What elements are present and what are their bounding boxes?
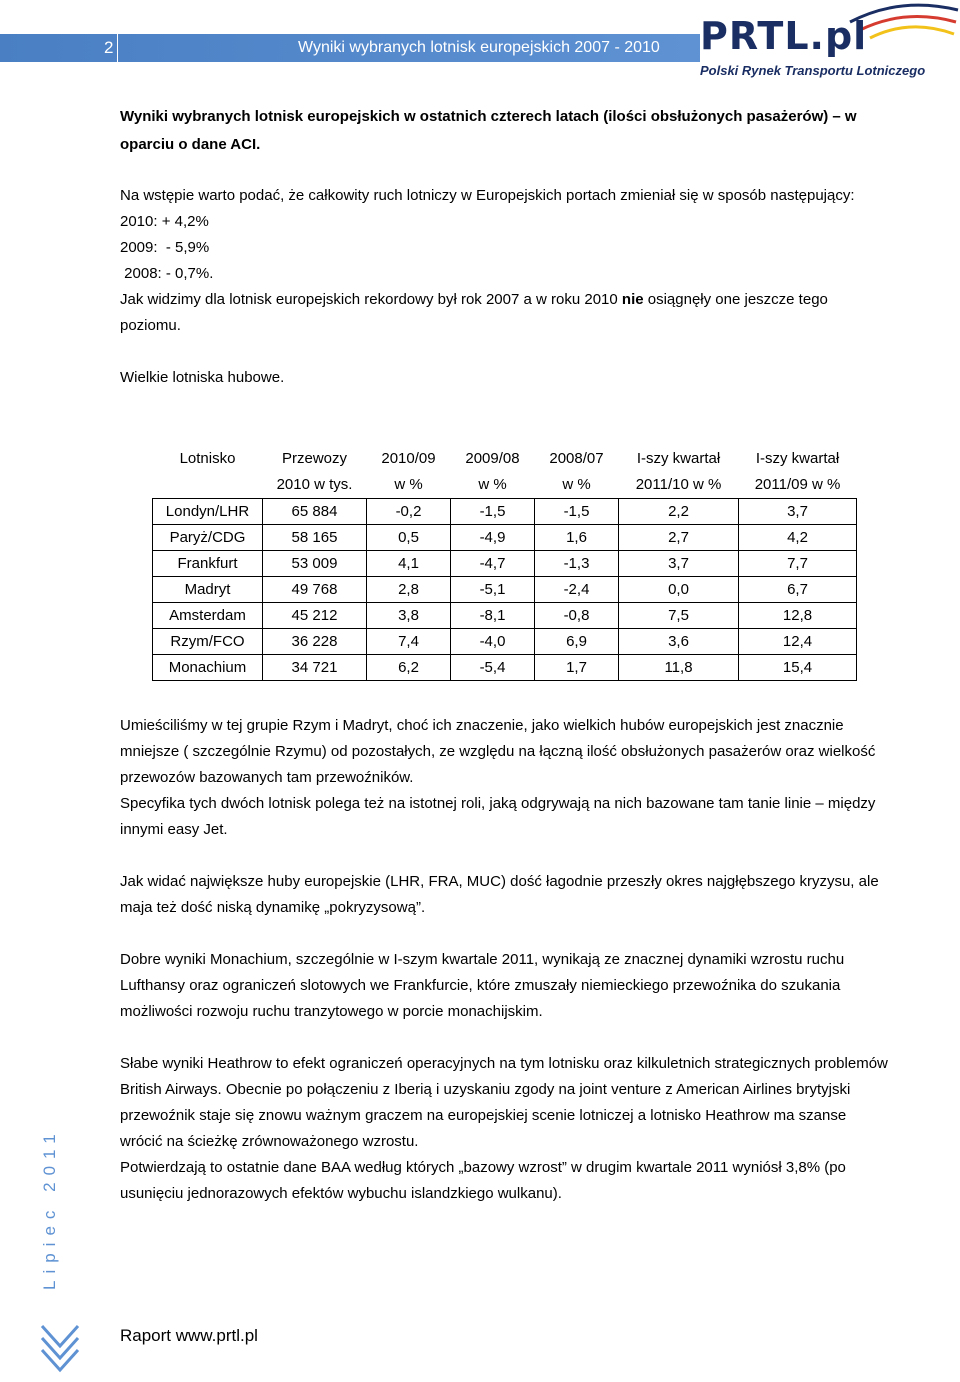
table-cell: -8,1 bbox=[451, 603, 535, 629]
chevron-down-icon bbox=[38, 1322, 82, 1378]
table-cell: -1,5 bbox=[451, 499, 535, 525]
prtl-logo bbox=[700, 0, 960, 90]
table-cell: 0,5 bbox=[367, 525, 451, 551]
table-row bbox=[153, 525, 857, 551]
table-cell: Amsterdam bbox=[153, 603, 263, 629]
table-cell: Londyn/LHR bbox=[153, 499, 263, 525]
table-cell: 4,1 bbox=[367, 551, 451, 577]
table-cell: 3,7 bbox=[619, 551, 739, 577]
table-cell: Madryt bbox=[153, 577, 263, 603]
table-header-row bbox=[153, 444, 857, 499]
footer-report-label: Raport www.prtl.pl bbox=[120, 1326, 258, 1345]
table-cell: 1,7 bbox=[535, 655, 619, 681]
table-cell: -4,7 bbox=[451, 551, 535, 577]
intro-paragraph: Na wstępie warto podać, że całkowity ruch lotniczy w Europejskich portach zmieniał się w sposób następujący: bbox=[120, 187, 855, 204]
body-section bbox=[120, 713, 890, 1207]
table-cell: 45 212 bbox=[263, 603, 367, 629]
table-cell: 6,2 bbox=[367, 655, 451, 681]
table-cell: Frankfurt bbox=[153, 551, 263, 577]
table-cell: -4,0 bbox=[451, 629, 535, 655]
header-q1-2011-09: I-szy kwartał 2011/09 w % bbox=[754, 450, 841, 493]
table-cell: 2,7 bbox=[619, 525, 739, 551]
side-date-label: Lipiec 2011 bbox=[40, 1127, 59, 1290]
table-cell: 58 165 bbox=[263, 525, 367, 551]
table-cell: 12,8 bbox=[739, 603, 857, 629]
stat-2010: 2010: + 4,2% bbox=[120, 213, 209, 230]
table-cell: 4,2 bbox=[739, 525, 857, 551]
table-cell: -1,3 bbox=[535, 551, 619, 577]
stat-2008: 2008: - 0,7%. bbox=[120, 265, 214, 282]
header-2010-09: 2010/09 w % bbox=[381, 450, 436, 493]
stat-2009: 2009: - 5,9% bbox=[120, 239, 210, 256]
table-cell: -0,8 bbox=[535, 603, 619, 629]
table-cell: -2,4 bbox=[535, 577, 619, 603]
table-cell: 6,9 bbox=[535, 629, 619, 655]
header-title: Wyniki wybranych lotnisk europejskich 2007 - 2010 bbox=[298, 39, 660, 56]
table-cell: 53 009 bbox=[263, 551, 367, 577]
paragraph-heathrow: Słabe wyniki Heathrow to efekt ograniczeń operacyjnych na tym lotnisku oraz kilkuletnich strategicznych problemów British Airways. Obecnie po połączeniu z Iberią i uzyskaniu zgody na joint venture z American Airlines brytyjski przewoźnik staje się znowu ważnym graczem na europejskiej scenie lotniczej a lotnisko Heathrow ma szanse wrócić na ścieżkę zrównoważonego wzrostu. bbox=[120, 1055, 888, 1150]
table-cell: 7,7 bbox=[739, 551, 857, 577]
record-paragraph: Jak widzimy dla lotnisk europejskich rekordowy był rok 2007 a w roku 2010 nie osiągnęły one jeszcze tego poziomu. bbox=[120, 291, 828, 334]
logo-subtitle: Polski Rynek Transportu Lotniczego bbox=[700, 63, 926, 78]
header-2009-08: 2009/08 w % bbox=[465, 450, 520, 493]
table-cell: Rzym/FCO bbox=[153, 629, 263, 655]
table-cell: 3,8 bbox=[367, 603, 451, 629]
section-title: Wielkie lotniska hubowe. bbox=[120, 369, 285, 386]
table-row bbox=[153, 551, 857, 577]
table-cell: 11,8 bbox=[619, 655, 739, 681]
airport-table bbox=[152, 444, 857, 681]
table-cell: 65 884 bbox=[263, 499, 367, 525]
paragraph-hubs: Jak widać największe huby europejskie (LHR, FRA, MUC) dość łagodnie przeszły okres najgłębszego kryzysu, ale maja też dość niską dynamikę „pokryzysową”. bbox=[120, 873, 879, 916]
page-number: 2 bbox=[104, 38, 114, 57]
table-cell: -4,9 bbox=[451, 525, 535, 551]
table-cell: Monachium bbox=[153, 655, 263, 681]
header-2008-07: 2008/07 w % bbox=[549, 450, 604, 493]
logo-main-text: PRTL.pl bbox=[700, 14, 868, 58]
header-airport: Lotnisko bbox=[179, 450, 236, 467]
table-cell: 6,7 bbox=[739, 577, 857, 603]
paragraph-rome-madrid: Umieściliśmy w tej grupie Rzym i Madryt, choć ich znaczenie, jako wielkich hubów europejskich jest znacznie mniejsze ( szczególnie Rzymu) od pozostałych, ze względu na łączną ilość obsłużonych pasażerów oraz wielkość przewozów bazowanych tam przewoźników. bbox=[120, 717, 876, 786]
table-cell: 12,4 bbox=[739, 629, 857, 655]
table-cell: 2,2 bbox=[619, 499, 739, 525]
table-cell: -0,2 bbox=[367, 499, 451, 525]
table-row bbox=[153, 629, 857, 655]
document-heading: Wyniki wybranych lotnisk europejskich w ostatnich czterech latach (ilości obsłużonych pasażerów) – w oparciu o dane ACI. bbox=[120, 108, 857, 153]
paragraph-munich: Dobre wyniki Monachium, szczególnie w I-szym kwartale 2011, wynikają ze znacznej dynamiki wzrostu ruchu Lufthansy oraz ograniczeń slotowych we Frankfurcie, które zmuszały niemieckiego przewoźnika do szukania możliwości rozwoju ruchu tranzytowego w porcie monachijskim. bbox=[120, 951, 845, 1020]
intro-section bbox=[120, 103, 890, 391]
table-cell: -1,5 bbox=[535, 499, 619, 525]
table-row bbox=[153, 655, 857, 681]
header-q1-2011-10: I-szy kwartał 2011/10 w % bbox=[635, 450, 722, 493]
table-cell: 1,6 bbox=[535, 525, 619, 551]
table-row bbox=[153, 499, 857, 525]
table-cell: 3,7 bbox=[739, 499, 857, 525]
table-cell: 2,8 bbox=[367, 577, 451, 603]
header-traffic: Przewozy 2010 w tys. bbox=[276, 450, 353, 493]
paragraph-baa: Potwierdzają to ostatnie dane BAA według których „bazowy wzrost” w drugim kwartale 2011 wyniósł 3,8% (po usunięciu jednorazowych efektów wybuchu islandzkiego wulkanu). bbox=[120, 1159, 846, 1202]
table-cell: 3,6 bbox=[619, 629, 739, 655]
table-cell: 7,5 bbox=[619, 603, 739, 629]
table-cell: 49 768 bbox=[263, 577, 367, 603]
table-cell: 36 228 bbox=[263, 629, 367, 655]
table-cell: -5,1 bbox=[451, 577, 535, 603]
table-cell: 0,0 bbox=[619, 577, 739, 603]
table-row bbox=[153, 577, 857, 603]
table-row bbox=[153, 603, 857, 629]
paragraph-specifics: Specyfika tych dwóch lotnisk polega też na istotnej roli, jaką odgrywają na nich bazowane tam tanie linie – między innymi easy Jet. bbox=[120, 795, 876, 838]
table-cell: 7,4 bbox=[367, 629, 451, 655]
table-cell: -5,4 bbox=[451, 655, 535, 681]
table-cell: Paryż/CDG bbox=[153, 525, 263, 551]
table-cell: 34 721 bbox=[263, 655, 367, 681]
header-divider bbox=[117, 34, 118, 62]
table-cell: 15,4 bbox=[739, 655, 857, 681]
